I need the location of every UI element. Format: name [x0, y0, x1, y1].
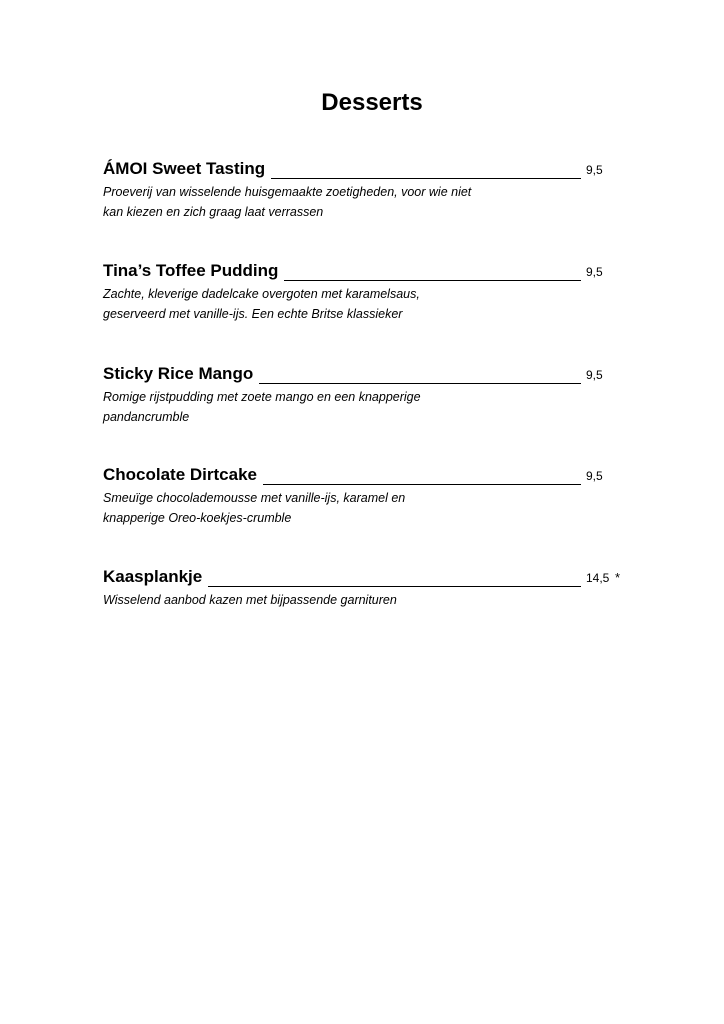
- description-line: Zachte, kleverige dadelcake overgoten met karamelsaus,: [103, 287, 420, 301]
- description-line: Wisselend aanbod kazen met bijpassende garnituren: [103, 593, 397, 607]
- menu-item-header: [103, 158, 633, 182]
- menu-item-price: 9,5: [586, 368, 603, 382]
- menu-item-header: [103, 464, 633, 488]
- description-line: Smeuïge chocolademousse met vanille-ijs, karamel en: [103, 491, 406, 505]
- page-title: Desserts: [321, 89, 423, 116]
- menu-item-name: Chocolate Dirtcake: [103, 464, 263, 486]
- menu-item-header: [103, 260, 633, 284]
- menu-item-description: [103, 284, 633, 324]
- menu-item-name: ÁMOI Sweet Tasting: [103, 158, 271, 180]
- menu-item: [103, 363, 633, 427]
- description-line: Romige rijstpudding met zoete mango en een knapperige: [103, 390, 421, 404]
- description-line: kan kiezen en zich graag laat verrassen: [103, 205, 324, 219]
- menu-item-price: 14,5: [586, 571, 610, 585]
- description-line: knapperige Oreo-koekjes-crumble: [103, 511, 292, 525]
- menu-item-name: Kaasplankje: [103, 566, 208, 588]
- menu-item: [103, 566, 633, 610]
- menu-item-header: [103, 566, 633, 590]
- menu-item-price: 9,5: [586, 265, 603, 279]
- description-line: Proeverij van wisselende huisgemaakte zoetigheden, voor wie niet: [103, 185, 472, 199]
- menu-item-price: 9,5: [586, 469, 603, 483]
- description-line: pandancrumble: [103, 410, 190, 424]
- menu-item-name: Tina’s Toffee Pudding: [103, 260, 284, 282]
- menu-item-name: Sticky Rice Mango: [103, 363, 259, 385]
- menu-item-asterisk: *: [615, 570, 621, 585]
- menu-item: [103, 464, 633, 528]
- menu-item-description: [103, 590, 633, 610]
- menu-item-description: [103, 182, 633, 222]
- description-line: geserveerd met vanille-ijs. Een echte Britse klassieker: [103, 307, 403, 321]
- menu-item-header: [103, 363, 633, 387]
- menu-item-price: 9,5: [586, 163, 603, 177]
- menu-item: [103, 158, 633, 222]
- menu-item-description: [103, 387, 633, 427]
- menu-item-description: [103, 488, 633, 528]
- menu-item: [103, 260, 633, 324]
